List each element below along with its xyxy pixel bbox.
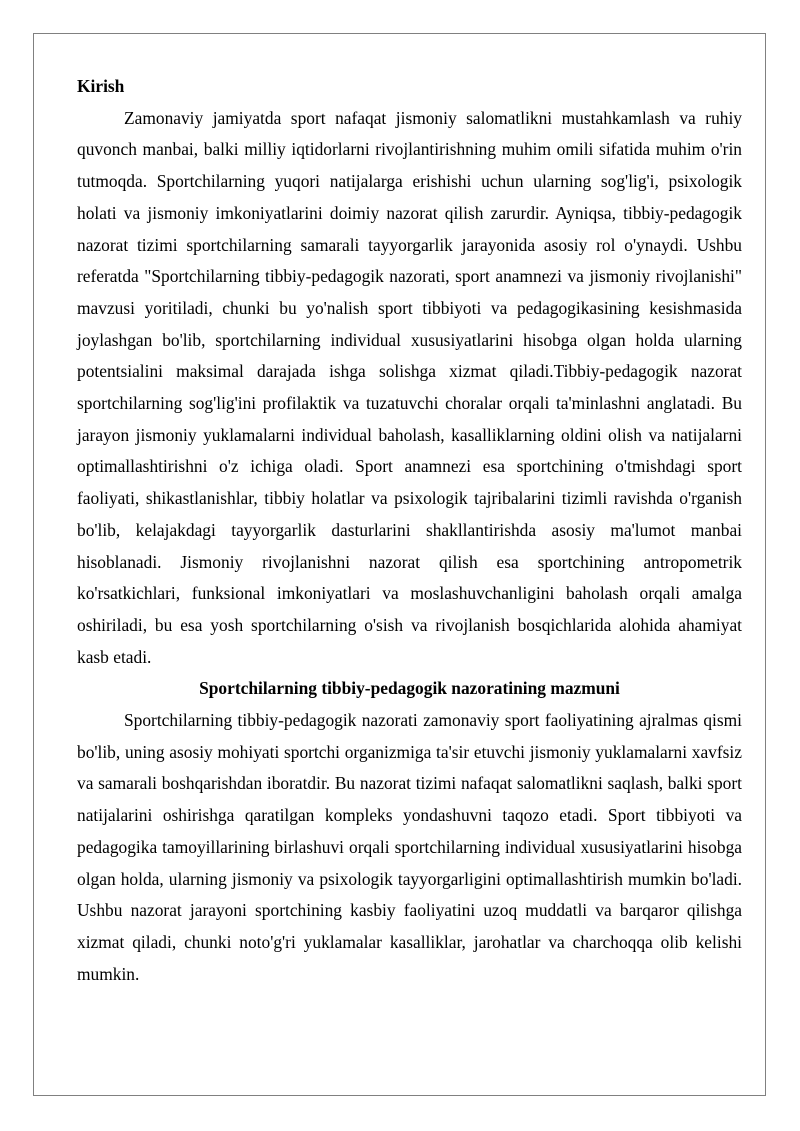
section-heading: Sportchilarning tibbiy-pedagogik nazoratining mazmuni: [199, 678, 620, 699]
document-body: [77, 71, 742, 990]
intro-paragraph: Zamonaviy jamiyatda sport nafaqat jismoniy salomatlikni mustahkamlash va ruhiy quvonch manbai, balki milliy iqtidorlarni rivojlantirishning muhim omili sifatida muhim o'rin tutmoqda. Sportchilarning yuqori natijalarga erishishi uchun ularning sog'lig'i, psixologik holati va jismoniy imkoniyatlarini doimiy nazorat qilish zarurdir. Ayniqsa, tibbiy-pedagogik nazorat tizimi sportchilarning samarali tayyorgarlik jarayonida asosiy rol o'ynaydi. Ushbu referatda "Sportchilarning tibbiy-pedagogik nazorati, sport anamnezi va jismoniy rivojlanishi" mavzusi yoritiladi, chunki bu yo'nalish sport tibbiyoti va pedagogikasining kesishmasida joylashgan bo'lib, sportchilarning individual xususiyatlarini hisobga olgan holda ularning potentsialini maksimal darajada ishga solishga xizmat qiladi.Tibbiy-pedagogik nazorat sportchilarning sog'lig'ini profilaktik va tuzatuvchi choralar orqali ta'minlashni anglatadi. Bu jarayon jismoniy yuklamalarni individual baholash, kasalliklarning oldini olish va natijalarni optimallashtirishni o'z ichiga oladi. Sport anamnezi esa sportchining o'tmishdagi sport faoliyati, shikastlanishlar, tibbiy holatlar va psixologik tajribalarini tizimli ravishda o'rganish bo'lib, kelajakdagi tayyorgarlik dasturlarini shakllantirishda asosiy ma'lumot manbai hisoblanadi. Jismoniy rivojlanishni nazorat qilish esa sportchining antropometrik ko'rsatkichlari, funksional imkoniyatlari va moslashuvchanligini baholash orqali amalga oshiriladi, bu esa yosh sportchilarning o'sish va rivojlanish bosqichlarida alohida ahamiyat kasb etadi.: [77, 107, 742, 667]
section-paragraph: Sportchilarning tibbiy-pedagogik nazorati zamonaviy sport faoliyatining ajralmas qismi bo'lib, uning asosiy mohiyati sportchi organizmiga ta'sir etuvchi jismoniy yuklamalarni xavfsiz va samarali boshqarishdan iboratdir. Bu nazorat tizimi nafaqat salomatlikni saqlash, balki sport natijalarini oshirishga qaratilgan kompleks yondashuvni taqozo etadi. Sport tibbiyoti va pedagogika tamoyillarining birlashuvi orqali sportchilarning individual xususiyatlarini hisobga olgan holda, ularning jismoniy va psixologik tayyorgarligini optimallashtirish mumkin bo'ladi. Ushbu nazorat jarayoni sportchining kasbiy faoliyatini uzoq muddatli va barqaror qilishga xizmat qiladi, chunki noto'g'ri yuklamalar kasalliklar, jarohatlar va charchoqqa olib kelishi mumkin.: [77, 710, 742, 984]
intro-heading: Kirish: [77, 76, 125, 96]
